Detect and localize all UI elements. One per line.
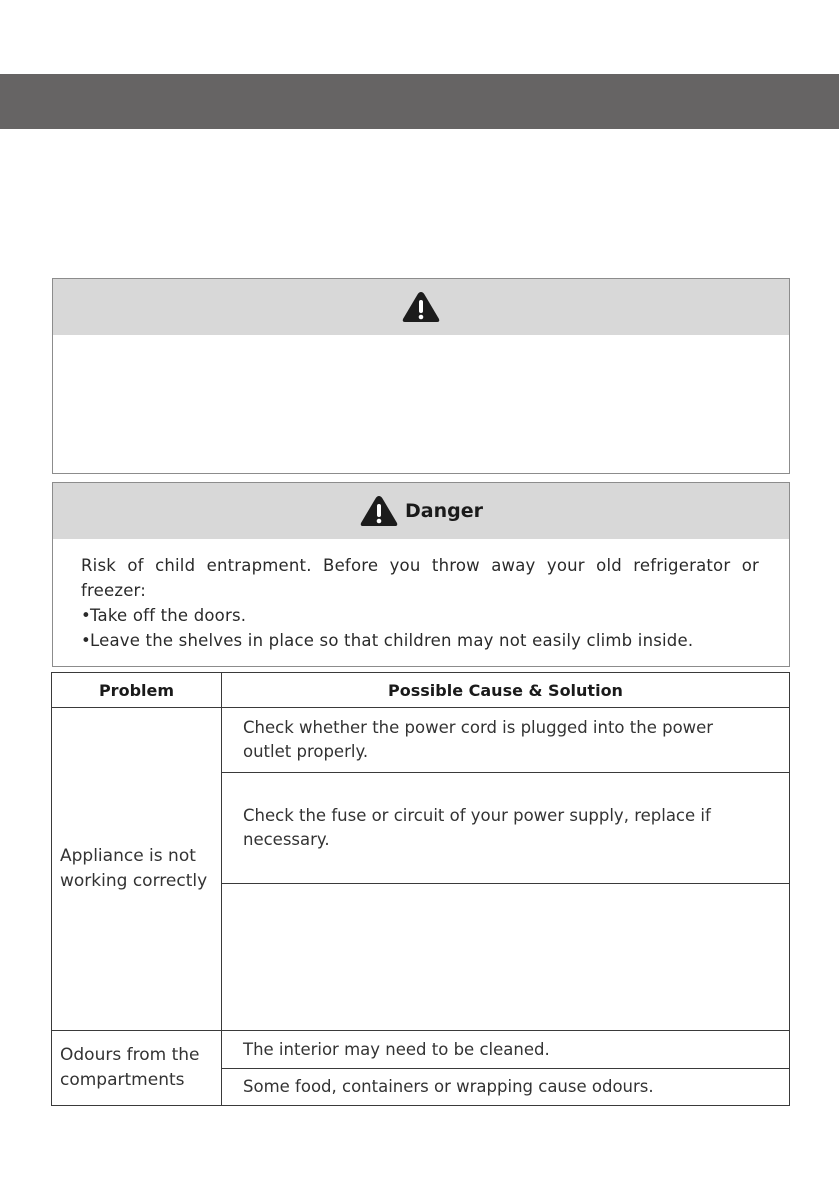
section-header-bar [0,74,839,129]
danger-bullet: • Take off the doors. [81,606,247,625]
solution-cell: Check whether the power cord is plugged into the power outlet properly. [222,708,790,773]
danger-box-header [53,483,789,539]
warning-triangle-icon [359,494,399,528]
solution-cell: The interior may need to be cleaned. [222,1031,790,1069]
danger-intro: Risk of child entrapment. Before you throw away your old refrigerator or freezer: [81,556,759,600]
warning-box-header [53,279,789,335]
table-row [52,708,790,773]
header-solution: Possible Cause & Solution [222,673,790,708]
solution-cell: Check the fuse or circuit of your power supply, replace if necessary. [222,773,790,884]
solution-cell [222,884,790,1031]
header-problem: Problem [52,673,222,708]
table-header-row [52,673,790,708]
troubleshooting-table [51,672,790,1106]
danger-body [53,539,789,653]
table-row [52,1031,790,1069]
solution-cell: Some food, containers or wrapping cause odours. [222,1069,790,1106]
danger-box [52,482,790,667]
danger-title: Danger [405,500,483,522]
problem-cell: Appliance is not working correctly [52,708,222,1031]
warning-box [52,278,790,474]
danger-bullet: • Leave the shelves in place so that children may not easily climb inside. [81,631,694,650]
warning-triangle-icon [401,290,441,324]
problem-cell: Odours from the compartments [52,1031,222,1106]
